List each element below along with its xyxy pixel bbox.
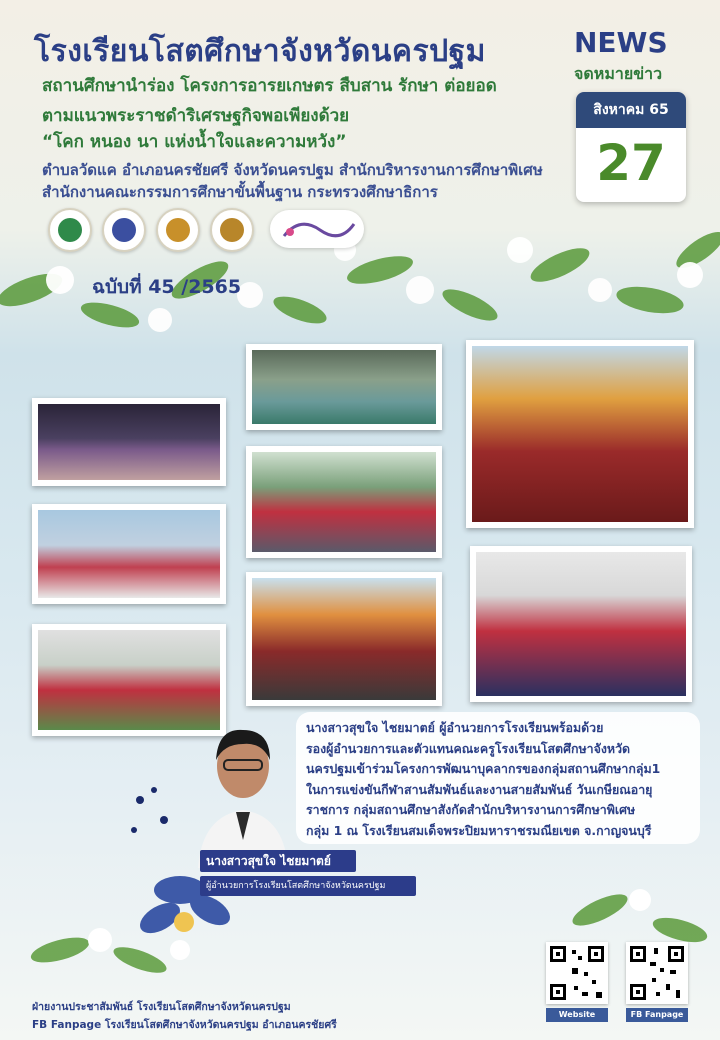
description-line: นครปฐมเข้าร่วมโครงการพัฒนาบุคลากรของกลุ่มสถานศึกษากลุ่ม1 [306,761,661,776]
director-name: นางสาวสุขใจ ไชยมาตย์ [200,850,356,872]
description-line: ราชการ กลุ่มสถานศึกษาสังกัดสำนักบริหารงานการศึกษาพิเศษ [306,802,636,817]
footer-fanpage-line: FB Fanpage โรงเรียนโสตศึกษาจังหวัดนครปฐม อำเภอนครชัยศรี [32,1019,337,1031]
date-calendar [576,92,686,202]
news-label: NEWS [574,26,668,59]
news-description [296,712,700,844]
bottom-leaves [0,880,720,1000]
header-line-5: สำนักงานคณะกรรมการศึกษาขั้นพื้นฐาน กระทรวงศึกษาธิการ [42,183,438,201]
news-label-thai: จดหมายข่าว [574,64,663,83]
calendar-month: สิงหาคม 65 [576,92,686,128]
logo-ministry [210,208,254,252]
description-line: นางสาวสุขใจ ไชยมาตย์ ผู้อำนวยการโรงเรียนพร้อมด้วย [306,720,604,735]
header-line-4: ตำบลวัดแค อำเภอนครชัยศรี จังหวัดนครปฐม สำนักบริหารงานการศึกษาพิเศษ [42,161,543,179]
website-qr-code[interactable] [546,942,608,1004]
photo-team-walking [246,446,442,558]
photo-sports-team [470,546,692,702]
website-qr-label: Website [546,1008,608,1022]
logo-sufficiency-economy [270,210,364,248]
calendar-day: 27 [596,134,666,192]
description-line: กลุ่ม 1 ณ โรงเรียนสมเด็จพระปิยมหาราชรมณียเขต จ.กาญจนบุรี [306,822,652,838]
header-line-3: “โคก หนอง นา แห่งน้ำใจและความหวัง” [42,132,347,152]
description-line: รองผู้อำนวยการและตัวแทนคณะครูโรงเรียนโสตศึกษาจังหวัด [306,740,631,756]
fanpage-qr-label: FB Fanpage [626,1008,688,1022]
description-line: ในการแข่งขันกีฬาสานสัมพันธ์และงานสายสัมพันธ์ วันเกษียณอายุ [306,781,653,797]
photo-meeting-hall [32,398,226,486]
header-line-2: ตามแนวพระราชดำริเศรษฐกิจพอเพียงด้วย [42,106,350,126]
header-line-1: สถานศึกษานำร่อง โครงการอารยเกษตร สืบสาน รักษา ต่อยอด [42,76,497,96]
school-title: โรงเรียนโสตศึกษาจังหวัดนครปฐม [34,34,486,69]
photo-trophy-group [246,572,442,706]
photo-group-banner [32,504,226,604]
logo-school [48,208,92,252]
photo-award-ceremony [466,340,694,528]
photo-parade [246,344,442,430]
director-role: ผู้อำนวยการโรงเรียนโสตศึกษาจังหวัดนครปฐม [200,876,416,896]
fanpage-qr-code[interactable] [626,942,688,1004]
logo-special-education [156,208,200,252]
footer-pr-line: ฝ่ายงานประชาสัมพันธ์ โรงเรียนโสตศึกษาจังหวัดนครปฐม [32,1001,291,1013]
logo-obec [102,208,146,252]
issue-number: ฉบับที่ 45 /2565 [92,276,242,298]
